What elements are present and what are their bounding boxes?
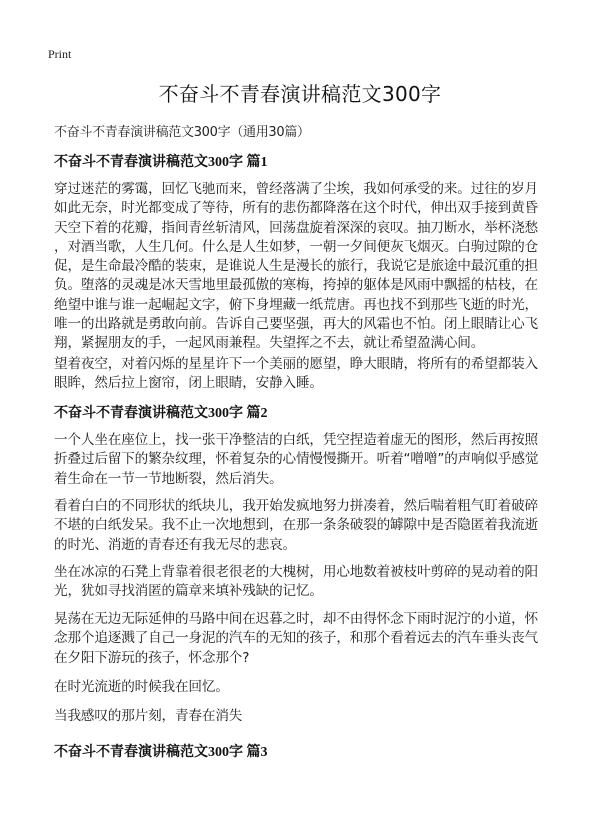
paragraph [54,180,554,354]
paragraph [54,355,554,394]
paragraph [54,497,554,555]
text-line: ，对酒当歌，人生几何。什么是人生如梦，一朝一夕间便灰飞烟灭。白驹过隙的仓 [54,238,538,255]
text-line: 看着白白的不同形状的纸块儿，我开始发疯地努力拼凑着，然后喘着粗气盯着破碎 [54,498,538,514]
text-line: 当我感叹的那片刻，青春在消失 [54,708,243,724]
text-line: 望着夜空，对着闪烁的星星许下一个美丽的愿望，睁大眼睛，将所有的希望都装入 [54,356,538,372]
text-line: 一个人坐在座位上，找一张干净整洁的白纸，凭空捏造着虚无的图形，然后再按照 [54,432,538,448]
text-line: 在夕阳下游玩的孩子，怀念那个? [54,649,250,666]
text-line: 晃荡在无边无际延伸的马路中间在迟暮之时，却不由得怀念下雨时泥泞的小道，怀 [54,611,538,627]
text-line: 促，是生命最冷酷的装束，是谁说人生是漫长的旅行，我说它是旅途中最沉重的担 [54,258,538,275]
section-heading-2: 不奋斗不青春演讲稿范文300字 篇2 [54,406,268,421]
text-line: 光，犹如寻找消匿的篇章来填补残缺的记忆。 [54,583,323,600]
paragraph [54,431,554,489]
print-link[interactable]: Print [48,47,72,61]
paragraph [54,678,554,697]
text-line: 翔，紧握朋友的手，一起风雨兼程。失望挥之不去，就让希望盈满心间。 [54,335,485,352]
document-subtitle: 不奋斗不青春演讲稿范文300字（通用30篇） [54,125,310,140]
text-line: 在时光流逝的时候我在回忆。 [54,679,229,695]
text-line: 唯一的出路就是勇敢向前。告诉自己要坚强，再大的风霜也不怕。闭上眼睛让心飞 [54,316,538,333]
section-heading-3: 不奋斗不青春演讲稿范文300字 篇3 [54,745,268,760]
text-line: 天空下着的花瓣，指间青丝斩清风，回荡盘旋着深深的哀叹。抽刀断水，举杯浇愁 [54,219,538,236]
page-title: 不奋斗不青春演讲稿范文300字 [158,82,442,106]
paragraph [54,563,554,602]
text-line: 不堪的白纸发呆。我不止一次地想到，在那一条条破裂的罅隙中是否隐匿着我流逝 [54,517,538,534]
text-line: 穿过迷茫的雾霭，回忆飞驰而来，曾经落满了尘埃，我如何承受的来。过往的岁月 [54,181,538,197]
paragraph [54,707,554,726]
text-line: 绝望中谁与谁一起崛起文字，俯下身埋藏一纸荒唐。再也找不到那些飞逝的时光， [54,296,538,313]
text-line: 眼眸，然后拉上窗帘，闭上眼睛，安静入睡。 [54,375,323,392]
text-line: 坐在冰凉的石凳上背靠着很老很老的大槐树，用心地数着被枝叶剪碎的晃动着的阳 [54,564,538,580]
text-line: 如此无奈，时光都变成了等待，所有的悲伤都降落在这个时代，伸出双手接到黄昏 [54,200,538,217]
text-line: 念那个追逐溅了自己一身泥的汽车的无知的孩子，和那个看着远去的汽车垂头丧气 [54,630,538,647]
text-line: 的时光、消逝的青春还有我无尽的悲哀。 [54,536,296,553]
paragraph [54,610,554,668]
text-line: 负。堕落的灵魂是冰天雪地里最孤傲的寒梅，挎掉的躯体是风雨中飘摇的枯枝，在 [54,277,538,294]
text-line: 折叠过后留下的繁杂纹理，怀着复杂的心情慢慢撕开。听着“噌噌”的声响似乎感觉 [54,451,539,468]
section-heading-1: 不奋斗不青春演讲稿范文300字 篇1 [54,155,268,170]
text-line: 着生命在一节一节地断裂，然后消失。 [54,470,283,487]
